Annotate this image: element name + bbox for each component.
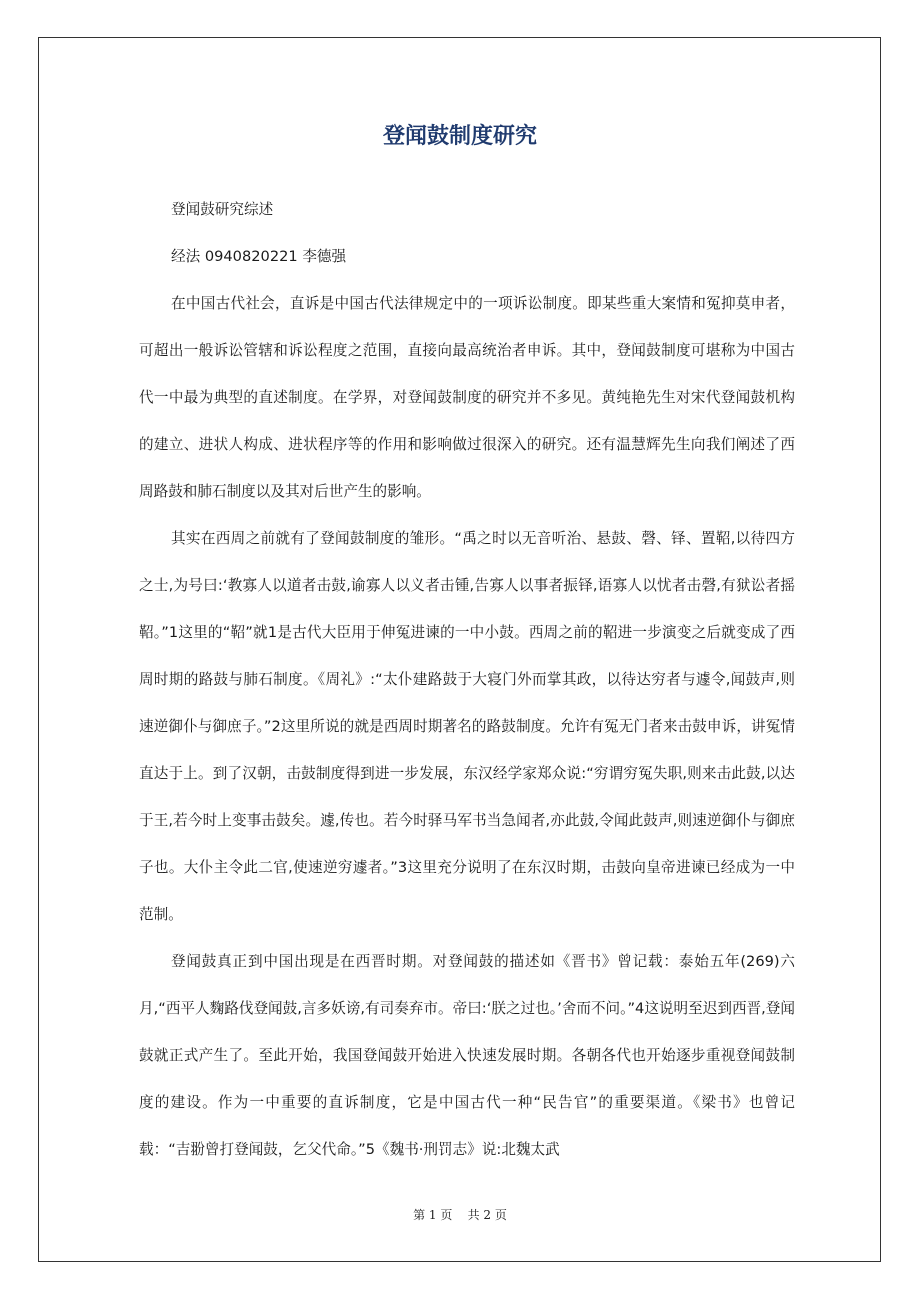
subtitle-line: 登闻鼓研究综述 — [171, 201, 274, 218]
paragraph-1: 在中国古代社会，直诉是中国古代法律规定中的一项诉讼制度。即某些重大案情和冤抑莫申者，可超出一般诉讼管辖和诉讼程度之范围，直接向最高统治者申诉。其中，登闻鼓制度可堪称为中国古代一中最为典型的直述制度。在学界，对登闻鼓制度的研究并不多见。黄纯艳先生对宋代登闻鼓机构的建立、进状人构成、进状程序等的作用和影响做过很深入的研究。还有温慧辉先生向我们阐述了西周路鼓和肺石制度以及其对后世产生的影响。 — [139, 295, 795, 500]
paragraph-3: 登闻鼓真正到中国出现是在西晋时期。对登闻鼓的描述如《晋书》曾记载：泰始五年(269)六月,“西平人麴路伐登闻鼓,言多妖谤,有司奏弃市。帝曰:‘朕之过也。’舍而不问。”4这说明至迟到西晋,登闻鼓就正式产生了。至此开始，我国登闻鼓开始进入快速发展时期。各朝各代也开始逐步重视登闻鼓制度的建设。作为一中重要的直诉制度，它是中国古代一种“民告官”的重要渠道。《梁书》也曾记载：“吉翂曾打登闻鼓，乞父代命。”5《魏书·刑罚志》说:北魏太武 — [139, 953, 795, 1158]
paragraph-2: 其实在西周之前就有了登闻鼓制度的雏形。“禹之时以无音听治、悬鼓、磬、铎、置鞀,以待四方之士,为号曰:‘教寡人以道者击鼓,谕寡人以义者击锺,告寡人以事者振铎,语寡人以忧者击磬,有狱讼者摇鞀。”1这里的“鞀”就1是古代大臣用于伸冤进谏的一中小鼓。西周之前的鞀进一步演变之后就变成了西周时期的路鼓与肺石制度。《周礼》:“太仆建路鼓于大寝门外而掌其政，以待达穷者与遽令,闻鼓声,则速逆御仆与御庶子。”2这里所说的就是西周时期著名的路鼓制度。允许有冤无门者来击鼓申诉，讲冤情直达于上。到了汉朝，击鼓制度得到进一步发展，东汉经学家郑众说:“穷谓穷冤失职,则来击此鼓,以达于王,若今时上变事击鼓矣。遽,传也。若今时驿马军书当急闻者,亦此鼓,令闻此鼓声,则速逆御仆与御庶子也。大仆主令此二官,使速逆穷遽者。”3这里充分说明了在东汉时期，击鼓向皇帝进谏已经成为一中范制。 — [139, 530, 795, 923]
document-title: 登闻鼓制度研究 — [382, 124, 537, 149]
page-number-footer: 第 1 页 共 2 页 — [413, 1208, 507, 1222]
document-body — [139, 186, 795, 1173]
author-line: 经法 0940820221 李德强 — [171, 248, 347, 265]
